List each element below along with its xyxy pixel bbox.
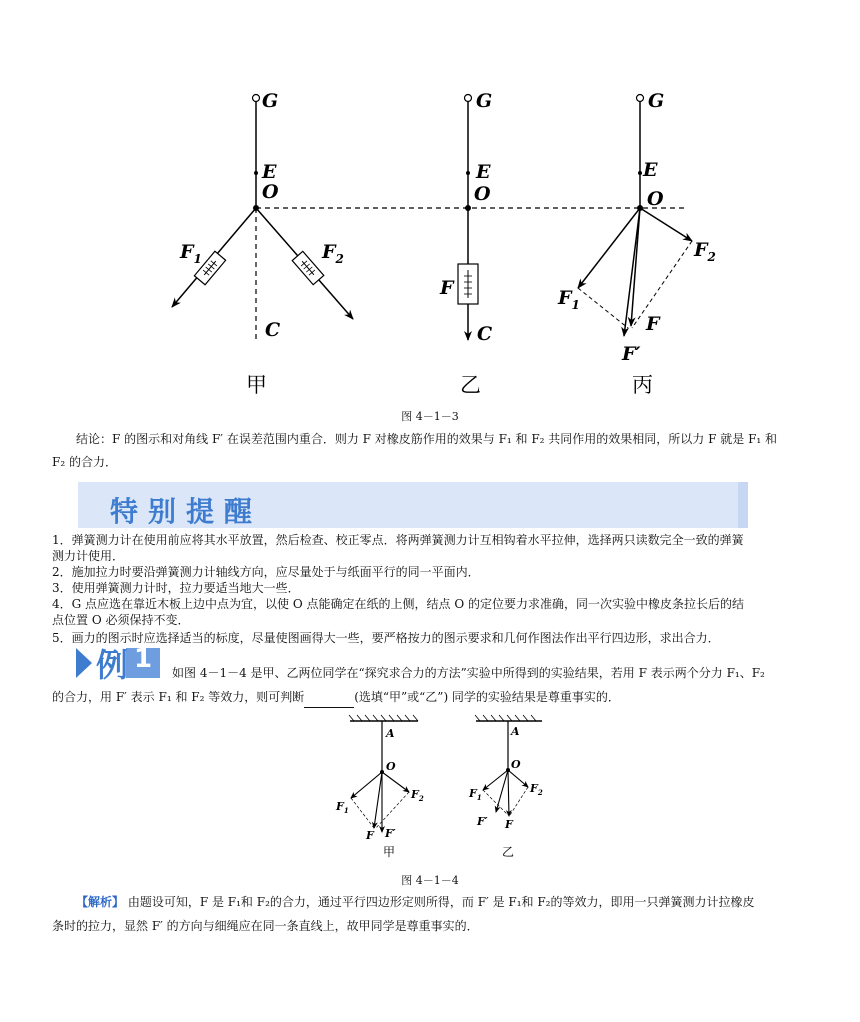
- panel-label-yi: 乙: [460, 373, 481, 397]
- panel-label-bing: 丙: [632, 373, 653, 397]
- tip-item-4: 4．G 点应选在靠近木板上边中点为宜，以使 O 点能确定在纸的上侧，结点 O 的定位要力求准确，同一次实验中橡皮条拉长后的结: [52, 597, 744, 611]
- analysis-text-1: 由题设可知，F 是 F₁和 F₂的合力，通过平行四边形定则所得，而 F′ 是 F₁和 F₂的等效力，即用一只弹簧测力计拉橡皮: [127, 895, 755, 909]
- figure-caption-4-1-4: 图 4－1－4: [401, 874, 459, 887]
- label-o-yi: O: [474, 183, 491, 205]
- analysis-line-1: [76, 892, 816, 912]
- panel-yi-2: [468, 715, 543, 859]
- panel-jia-2: [335, 715, 424, 859]
- tip-item-4-cont: 点位置 O 必须保持不变．: [52, 613, 190, 627]
- label-f-bing: F: [646, 313, 660, 335]
- panel-label-yi-2: 乙: [502, 845, 515, 859]
- arrow-f2-yi-2: [508, 770, 528, 787]
- label-c-jia: C: [265, 319, 281, 341]
- label-o-jia-2: O: [386, 760, 396, 773]
- label-o-yi-2: O: [511, 758, 521, 771]
- label-o-bing: O: [647, 188, 664, 210]
- label-fprime-bing: F′: [622, 343, 641, 365]
- label-e-yi: E: [476, 161, 491, 183]
- label-a-yi: A: [511, 725, 520, 738]
- label-f2-jia-2: $F_2$: [411, 788, 424, 803]
- label-g-bing: G: [648, 90, 665, 112]
- label-f-yi: F: [440, 277, 454, 299]
- label-f1-yi-2: $F_1$: [469, 787, 482, 802]
- example-word: 例: [96, 646, 129, 684]
- example-text-line-2b: (选填“甲”或“乙”) 同学的实验结果是尊重事实的．: [354, 690, 620, 704]
- panel-label-jia-2: 甲: [383, 845, 396, 859]
- arrow-f-yi-2: [508, 770, 509, 816]
- label-f2-bing: $F_2$: [694, 239, 716, 264]
- label-e-jia: E: [262, 161, 277, 183]
- tip-item-3: 3．使用弹簧测力计时，拉力要适当地大一些．: [52, 581, 300, 595]
- analysis-tag: 【解析】: [76, 895, 125, 909]
- label-e-bing: E: [643, 159, 658, 181]
- label-f1-jia-2: $F_1$: [336, 800, 349, 815]
- example-text-line-2a: 的合力，用 F′ 表示 F₁ 和 F₂ 等效力，则可判断: [52, 690, 305, 704]
- tip-item-5: 5．画力的图示时应选择适当的标度，尽量使图画得大一些，要严格按力的图示要求和几何作图法作出平行四边形，求出合力．: [52, 631, 720, 645]
- panel-label-jia: 甲: [246, 373, 267, 397]
- label-g-jia: G: [262, 90, 279, 112]
- example-number: 1: [134, 644, 153, 674]
- label-fprime-jia-2: F′: [385, 827, 396, 840]
- label-f-yi-2: F: [505, 818, 513, 831]
- figure-caption-4-1-3: 图 4－1－3: [401, 410, 459, 423]
- label-f2-yi-2: $F_2$: [530, 782, 543, 797]
- tips-title: 特别提醒: [110, 495, 263, 528]
- label-g-yi: G: [476, 90, 493, 112]
- label-f1-bing: $F_1$: [558, 287, 580, 312]
- conclusion-line-1: 结论：F 的图示和对角线 F′ 在误差范围内重合．则力 F 对橡皮筋作用的效果与 F₁ 和 F₂ 共同作用的效果相同，所以力 F 就是 F₁ 和: [76, 432, 778, 446]
- label-f2-jia: $F_2$: [322, 241, 344, 266]
- arrow-f1-jia-2: [351, 772, 382, 798]
- label-c-yi: C: [477, 323, 493, 345]
- tip-item-2: 2．施加拉力时要沿弹簧测力计轴线方向，应尽量处于与纸面平行的同一平面内．: [52, 565, 480, 579]
- label-a-jia: A: [386, 727, 395, 740]
- arrow-f1-yi-2: [483, 770, 508, 790]
- tip-item-1: 1．弹簧测力计在使用前应将其水平放置，然后检查、校正零点．将两弹簧测力计互相钩着水平拉伸，选择两只读数完全一致的弹簧: [52, 533, 744, 547]
- analysis-line-2: 条时的拉力，显然 F′ 的方向与细绳应在同一条直线上，故甲同学是尊重事实的．: [52, 919, 479, 933]
- arrow-f-jia-2: [374, 772, 382, 828]
- label-f1-jia: $F_1$: [180, 241, 202, 266]
- label-o-jia: O: [262, 181, 279, 203]
- arrow-fprime-yi-2: [496, 770, 508, 812]
- tip-item-1-cont: 测力计使用．: [52, 549, 125, 563]
- label-f-jia-2: F: [366, 829, 374, 842]
- label-fprime-yi-2: F′: [477, 815, 488, 828]
- example-text-line-1: 如图 4－1－4 是甲、乙两位同学在“探究求合力的方法”实验中所得到的实验结果，若用 F 表示两个分力 F₁、F₂: [172, 666, 765, 680]
- arrow-f2-jia-2: [382, 772, 409, 792]
- conclusion-line-2: F₂ 的合力．: [52, 455, 117, 469]
